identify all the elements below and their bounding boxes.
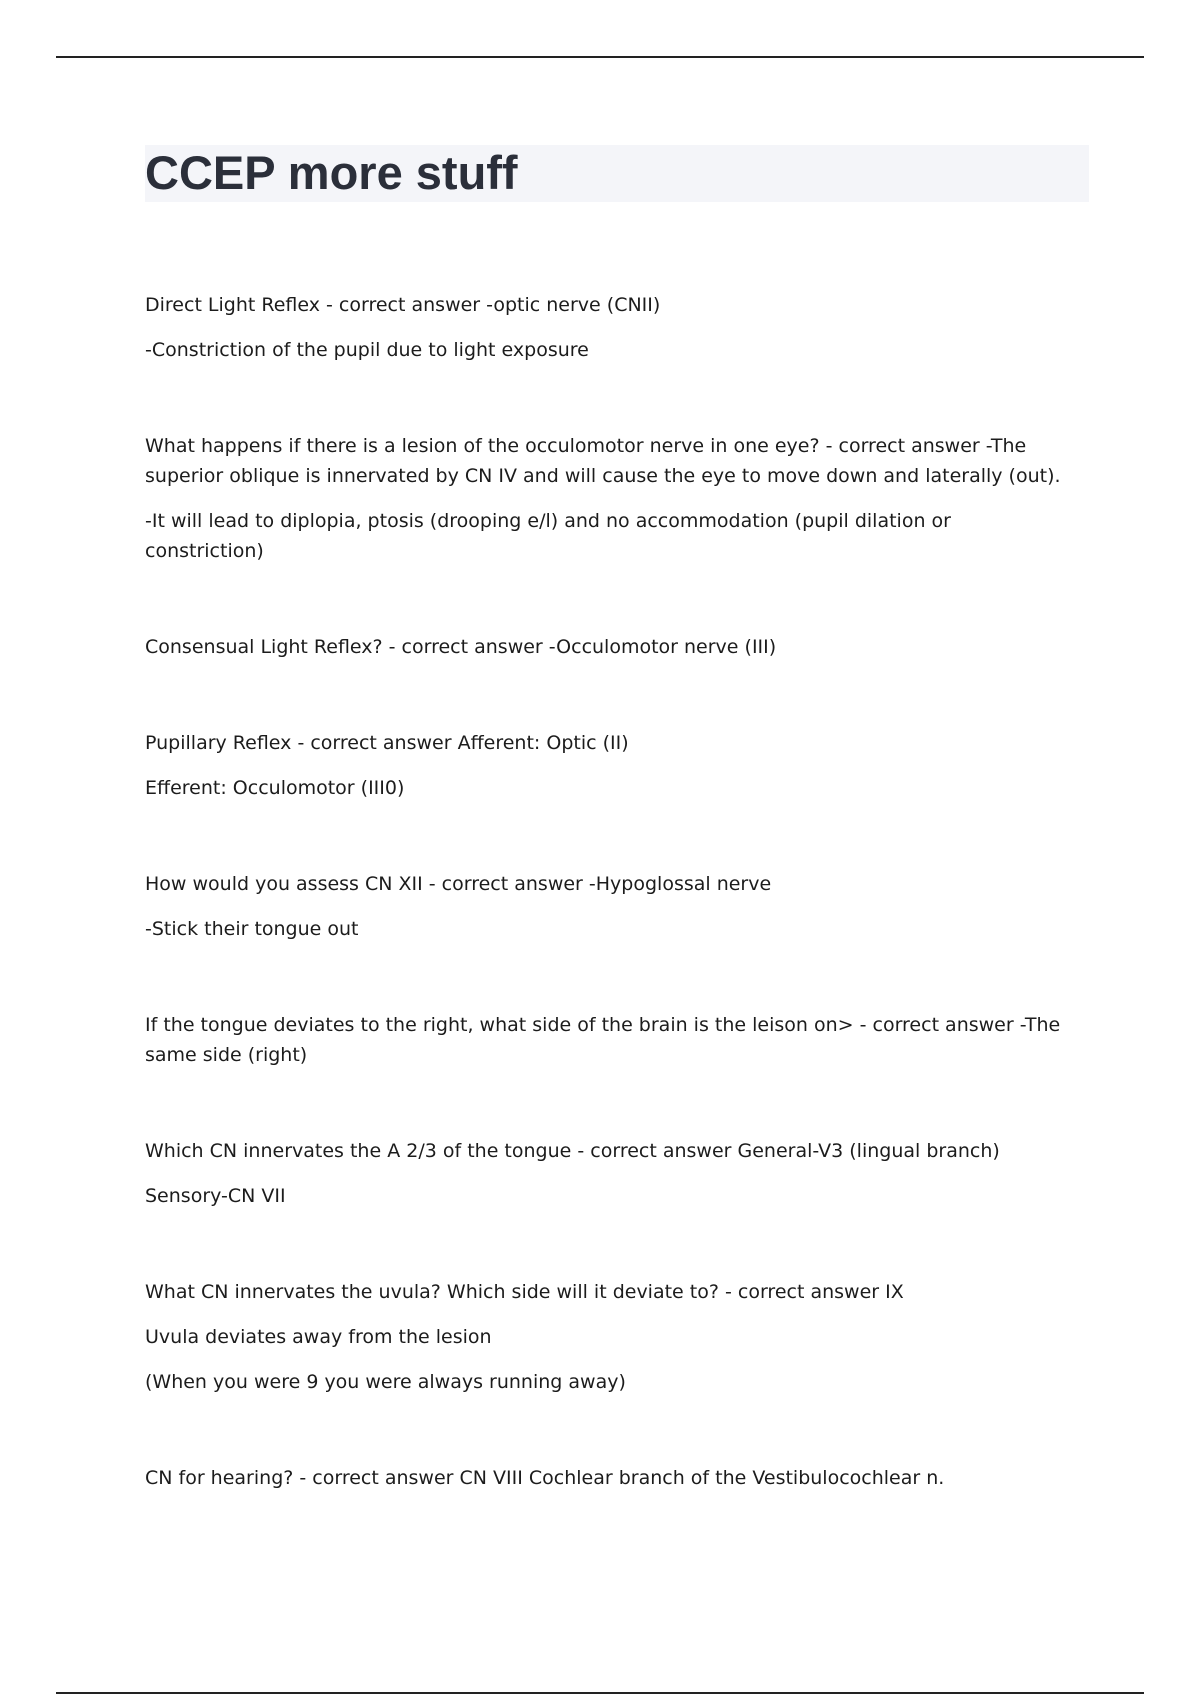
flashcard (145, 1277, 1070, 1397)
flashcard-question: What happens if there is a lesion of the occulomotor nerve in one eye? - correct answer -The superior oblique is innervated by CN IV and will cause the eye to move down and laterally (out). (145, 435, 1061, 487)
flashcard-answer-line: -Constriction of the pupil due to light exposure (145, 339, 589, 361)
flashcard-answer-line: (When you were 9 you were always running away) (145, 1371, 626, 1393)
flashcard-question: Direct Light Reflex - correct answer -optic nerve (CNII) (145, 294, 661, 316)
flashcard (145, 431, 1070, 566)
top-rule (56, 56, 1144, 58)
flashcard (145, 1010, 1070, 1070)
flashcard-answer-line: -Stick their tongue out (145, 918, 359, 940)
flashcard (145, 632, 1070, 662)
flashcard-question: What CN innervates the uvula? Which side will it deviate to? - correct answer IX (145, 1281, 904, 1303)
flashcard (145, 1463, 1070, 1493)
flashcard-question: How would you assess CN XII - correct answer -Hypoglossal nerve (145, 873, 772, 895)
flashcard-question: Consensual Light Reflex? - correct answer -Occulomotor nerve (III) (145, 636, 777, 658)
flashcard (145, 869, 1070, 944)
bottom-rule (56, 1692, 1144, 1694)
flashcard-question: Pupillary Reflex - correct answer Afferent: Optic (II) (145, 732, 629, 754)
page-title: CCEP more stuff (145, 146, 518, 199)
flashcard-question: CN for hearing? - correct answer CN VIII Cochlear branch of the Vestibulocochlear n. (145, 1467, 945, 1489)
flashcard-question: Which CN innervates the A 2/3 of the tongue - correct answer General-V3 (lingual branch) (145, 1140, 1000, 1162)
flashcard-answer-line: Efferent: Occulomotor (III0) (145, 777, 405, 799)
flashcard (145, 728, 1070, 803)
flashcard-answer-line: Sensory-CN VII (145, 1185, 286, 1207)
flashcard-answer-line: Uvula deviates away from the lesion (145, 1326, 492, 1348)
flashcard-question: If the tongue deviates to the right, what side of the brain is the leison on> - correct answer -The same side (right) (145, 1014, 1061, 1066)
flashcard (145, 290, 1070, 365)
flashcard-list (145, 290, 1070, 1559)
flashcard (145, 1136, 1070, 1211)
flashcard-answer-line: -It will lead to diplopia, ptosis (drooping e/l) and no accommodation (pupil dilation or constriction) (145, 510, 951, 562)
